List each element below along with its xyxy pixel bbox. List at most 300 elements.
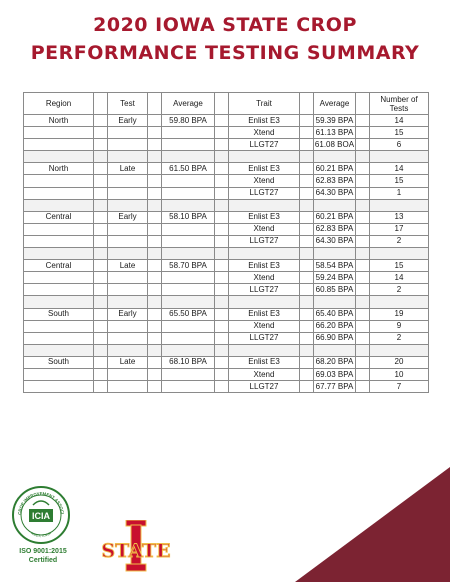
spacer-cell <box>356 175 370 187</box>
spacer-cell <box>94 344 108 356</box>
spacer-cell <box>24 296 94 308</box>
spacer-cell <box>148 296 162 308</box>
spacer-cell <box>215 308 229 320</box>
spacer-cell <box>356 284 370 296</box>
header-trait: Trait <box>229 93 300 115</box>
cell-region: North <box>24 115 94 127</box>
spacer-cell <box>162 199 215 211</box>
cell-trait-average: 60.21 BPA <box>314 163 356 175</box>
cell-region <box>24 139 94 151</box>
spacer-cell <box>215 223 229 235</box>
cell-test <box>108 187 148 199</box>
table-row <box>24 211 429 223</box>
spacer-cell <box>94 381 108 393</box>
spacer-cell <box>370 248 429 260</box>
cell-trait-average: 64.30 BPA <box>314 187 356 199</box>
cell-trait: Xtend <box>229 175 300 187</box>
cell-trait: LLGT27 <box>229 381 300 393</box>
spacer-cell <box>148 175 162 187</box>
cell-average: 68.10 BPA <box>162 356 215 368</box>
spacer-cell <box>314 296 356 308</box>
seal-ring-text: CROP IMPROVEMENT ASSOCI <box>16 490 65 515</box>
spacer-row <box>24 151 429 163</box>
cell-number-of-tests: 15 <box>370 260 429 272</box>
spacer-cell <box>162 344 215 356</box>
spacer-cell <box>356 248 370 260</box>
spacer-cell <box>148 368 162 380</box>
cell-trait: Enlist E3 <box>229 356 300 368</box>
cell-average <box>162 127 215 139</box>
iso-certified: Certified <box>28 557 58 564</box>
cell-number-of-tests: 14 <box>370 163 429 175</box>
cell-test: Early <box>108 115 148 127</box>
spacer-cell <box>108 296 148 308</box>
spacer-cell <box>215 248 229 260</box>
header-average: Average <box>162 93 215 115</box>
cell-number-of-tests: 6 <box>370 139 429 151</box>
spacer-cell <box>356 272 370 284</box>
spacer-cell <box>356 332 370 344</box>
spacer-cell <box>356 115 370 127</box>
spacer-cell <box>94 223 108 235</box>
spacer-cell <box>300 93 314 115</box>
spacer-cell <box>215 296 229 308</box>
spacer-cell <box>215 163 229 175</box>
spacer-cell <box>300 284 314 296</box>
cell-test <box>108 284 148 296</box>
cell-trait-average: 66.20 BPA <box>314 320 356 332</box>
cell-average <box>162 368 215 380</box>
spacer-cell <box>148 93 162 115</box>
spacer-cell <box>148 284 162 296</box>
table-row <box>24 308 429 320</box>
cell-test <box>108 368 148 380</box>
cell-average <box>162 175 215 187</box>
table-row <box>24 139 429 151</box>
spacer-cell <box>94 248 108 260</box>
spacer-cell <box>94 163 108 175</box>
spacer-cell <box>215 332 229 344</box>
cell-average: 61.50 BPA <box>162 163 215 175</box>
spacer-cell <box>162 296 215 308</box>
page-title-line-1: 2020 IOWA STATE CROP <box>93 14 357 36</box>
spacer-cell <box>356 127 370 139</box>
cell-test: Late <box>108 163 148 175</box>
cell-trait-average: 59.24 BPA <box>314 272 356 284</box>
spacer-cell <box>300 296 314 308</box>
cell-test: Early <box>108 308 148 320</box>
cell-trait: Enlist E3 <box>229 211 300 223</box>
cell-average: 59.80 BPA <box>162 115 215 127</box>
spacer-cell <box>162 151 215 163</box>
spacer-cell <box>370 199 429 211</box>
cell-test: Late <box>108 356 148 368</box>
table-header-row <box>24 93 429 115</box>
cell-average <box>162 187 215 199</box>
spacer-cell <box>148 272 162 284</box>
spacer-cell <box>148 115 162 127</box>
cell-trait-average: 65.40 BPA <box>314 308 356 320</box>
cell-region <box>24 175 94 187</box>
cell-trait-average: 67.77 BPA <box>314 381 356 393</box>
spacer-cell <box>229 296 300 308</box>
spacer-cell <box>148 235 162 247</box>
spacer-cell <box>300 308 314 320</box>
cell-number-of-tests: 10 <box>370 368 429 380</box>
table-row <box>24 235 429 247</box>
cell-trait-average: 62.83 BPA <box>314 223 356 235</box>
spacer-cell <box>215 151 229 163</box>
spacer-cell <box>148 151 162 163</box>
seal-center-text: ICIA <box>32 511 50 521</box>
cell-region: Central <box>24 211 94 223</box>
table-row <box>24 223 429 235</box>
cell-region: South <box>24 356 94 368</box>
spacer-cell <box>94 139 108 151</box>
spacer-cell <box>148 381 162 393</box>
spacer-cell <box>148 308 162 320</box>
table-row <box>24 163 429 175</box>
spacer-cell <box>215 368 229 380</box>
cell-trait-average: 69.03 BPA <box>314 368 356 380</box>
spacer-cell <box>300 320 314 332</box>
spacer-cell <box>148 320 162 332</box>
spacer-cell <box>94 175 108 187</box>
cell-average <box>162 235 215 247</box>
spacer-cell <box>24 344 94 356</box>
spacer-cell <box>370 344 429 356</box>
spacer-cell <box>370 151 429 163</box>
spacer-cell <box>356 356 370 368</box>
cell-trait: Enlist E3 <box>229 308 300 320</box>
spacer-cell <box>229 199 300 211</box>
spacer-cell <box>215 139 229 151</box>
table-row <box>24 356 429 368</box>
spacer-cell <box>300 127 314 139</box>
cell-average <box>162 381 215 393</box>
cell-test <box>108 223 148 235</box>
cell-region <box>24 235 94 247</box>
cell-test <box>108 175 148 187</box>
spacer-cell <box>314 199 356 211</box>
spacer-cell <box>108 151 148 163</box>
spacer-cell <box>148 199 162 211</box>
cell-number-of-tests: 2 <box>370 332 429 344</box>
table-row <box>24 187 429 199</box>
cell-average: 58.70 BPA <box>162 260 215 272</box>
cell-trait: Enlist E3 <box>229 115 300 127</box>
spacer-cell <box>148 248 162 260</box>
spacer-cell <box>300 163 314 175</box>
spacer-cell <box>300 356 314 368</box>
summary-table <box>23 92 429 393</box>
spacer-cell <box>300 211 314 223</box>
cell-average: 65.50 BPA <box>162 308 215 320</box>
spacer-row <box>24 344 429 356</box>
cell-region: South <box>24 308 94 320</box>
spacer-cell <box>24 151 94 163</box>
spacer-cell <box>356 93 370 115</box>
spacer-cell <box>94 235 108 247</box>
cell-trait-average: 61.08 BOA <box>314 139 356 151</box>
spacer-cell <box>370 296 429 308</box>
spacer-cell <box>300 199 314 211</box>
spacer-cell <box>215 260 229 272</box>
spacer-cell <box>356 344 370 356</box>
table-row <box>24 175 429 187</box>
cell-average <box>162 272 215 284</box>
spacer-cell <box>215 320 229 332</box>
header-number-of-tests: Number of Tests <box>370 93 429 115</box>
spacer-cell <box>215 199 229 211</box>
spacer-cell <box>215 175 229 187</box>
state-wordmark: STATE <box>101 540 171 562</box>
spacer-cell <box>229 151 300 163</box>
spacer-cell <box>94 93 108 115</box>
spacer-cell <box>215 381 229 393</box>
spacer-cell <box>215 127 229 139</box>
cell-test <box>108 332 148 344</box>
cell-test <box>108 381 148 393</box>
table-row <box>24 127 429 139</box>
iso-standard: ISO 9001:2015 <box>19 548 67 555</box>
spacer-cell <box>215 284 229 296</box>
cell-test <box>108 139 148 151</box>
spacer-cell <box>24 199 94 211</box>
cell-number-of-tests: 2 <box>370 235 429 247</box>
cell-average <box>162 284 215 296</box>
cell-number-of-tests: 15 <box>370 127 429 139</box>
cell-region <box>24 368 94 380</box>
cell-region: Central <box>24 260 94 272</box>
spacer-cell <box>108 344 148 356</box>
spacer-cell <box>148 260 162 272</box>
cell-region <box>24 187 94 199</box>
spacer-cell <box>215 211 229 223</box>
spacer-cell <box>148 187 162 199</box>
spacer-cell <box>356 368 370 380</box>
spacer-cell <box>356 308 370 320</box>
corner-accent-triangle <box>295 467 450 582</box>
cell-average <box>162 320 215 332</box>
spacer-cell <box>300 272 314 284</box>
cell-number-of-tests: 9 <box>370 320 429 332</box>
cell-number-of-tests: 14 <box>370 272 429 284</box>
cell-test <box>108 272 148 284</box>
cell-trait-average: 61.13 BPA <box>314 127 356 139</box>
spacer-cell <box>356 320 370 332</box>
cell-region <box>24 332 94 344</box>
spacer-cell <box>148 163 162 175</box>
spacer-cell <box>94 127 108 139</box>
spacer-cell <box>314 344 356 356</box>
header-region: Region <box>24 93 94 115</box>
spacer-row <box>24 248 429 260</box>
cell-number-of-tests: 2 <box>370 284 429 296</box>
cell-trait: LLGT27 <box>229 139 300 151</box>
cell-trait: Xtend <box>229 272 300 284</box>
cell-number-of-tests: 7 <box>370 381 429 393</box>
spacer-row <box>24 296 429 308</box>
spacer-cell <box>148 344 162 356</box>
spacer-cell <box>356 199 370 211</box>
cell-average <box>162 332 215 344</box>
cell-region <box>24 272 94 284</box>
table-row <box>24 115 429 127</box>
spacer-cell <box>300 139 314 151</box>
table-row <box>24 332 429 344</box>
spacer-cell <box>94 368 108 380</box>
spacer-cell <box>94 332 108 344</box>
cell-region <box>24 284 94 296</box>
spacer-cell <box>300 248 314 260</box>
cell-trait-average: 64.30 BPA <box>314 235 356 247</box>
cell-region <box>24 381 94 393</box>
iowa-state-logo <box>90 520 182 572</box>
spacer-cell <box>356 296 370 308</box>
spacer-cell <box>356 223 370 235</box>
cell-number-of-tests: 19 <box>370 308 429 320</box>
cell-trait: LLGT27 <box>229 284 300 296</box>
spacer-cell <box>94 260 108 272</box>
spacer-cell <box>300 223 314 235</box>
icia-seal-logo <box>11 485 71 545</box>
iso-certification-text <box>8 547 78 565</box>
spacer-cell <box>356 235 370 247</box>
spacer-cell <box>94 199 108 211</box>
table-row <box>24 381 429 393</box>
spacer-cell <box>356 163 370 175</box>
table-row <box>24 368 429 380</box>
cell-test: Early <box>108 211 148 223</box>
page-title-line-2: PERFORMANCE TESTING SUMMARY <box>30 42 420 64</box>
cell-region <box>24 320 94 332</box>
spacer-cell <box>94 187 108 199</box>
table-row <box>24 284 429 296</box>
cell-number-of-tests: 1 <box>370 187 429 199</box>
spacer-cell <box>108 199 148 211</box>
spacer-cell <box>94 284 108 296</box>
spacer-cell <box>215 187 229 199</box>
cell-test <box>108 235 148 247</box>
cell-region <box>24 127 94 139</box>
spacer-cell <box>108 248 148 260</box>
header-trait-average: Average <box>314 93 356 115</box>
spacer-cell <box>314 248 356 260</box>
spacer-cell <box>94 320 108 332</box>
spacer-cell <box>94 151 108 163</box>
spacer-cell <box>300 381 314 393</box>
spacer-cell <box>215 93 229 115</box>
cell-trait-average: 58.54 BPA <box>314 260 356 272</box>
seal-bottom-text: AMES, IOWA <box>30 531 52 539</box>
cell-region: North <box>24 163 94 175</box>
spacer-cell <box>148 356 162 368</box>
cell-trait-average: 60.21 BPA <box>314 211 356 223</box>
cell-trait: LLGT27 <box>229 332 300 344</box>
cell-number-of-tests: 15 <box>370 175 429 187</box>
cell-test: Late <box>108 260 148 272</box>
spacer-cell <box>94 308 108 320</box>
spacer-cell <box>300 235 314 247</box>
spacer-cell <box>148 223 162 235</box>
spacer-cell <box>215 115 229 127</box>
cell-number-of-tests: 20 <box>370 356 429 368</box>
cell-trait-average: 68.20 BPA <box>314 356 356 368</box>
spacer-cell <box>215 344 229 356</box>
cell-trait: Xtend <box>229 368 300 380</box>
cell-trait: LLGT27 <box>229 187 300 199</box>
cell-average <box>162 139 215 151</box>
spacer-cell <box>94 296 108 308</box>
table-row <box>24 260 429 272</box>
spacer-cell <box>356 381 370 393</box>
spacer-cell <box>148 139 162 151</box>
cell-number-of-tests: 14 <box>370 115 429 127</box>
spacer-cell <box>148 332 162 344</box>
cell-trait: Xtend <box>229 320 300 332</box>
spacer-cell <box>356 211 370 223</box>
cell-trait: Enlist E3 <box>229 260 300 272</box>
spacer-cell <box>300 332 314 344</box>
spacer-cell <box>300 260 314 272</box>
spacer-cell <box>148 211 162 223</box>
cell-trait-average: 59.39 BPA <box>314 115 356 127</box>
table-row <box>24 320 429 332</box>
spacer-cell <box>148 127 162 139</box>
spacer-cell <box>229 344 300 356</box>
spacer-cell <box>215 272 229 284</box>
cell-trait-average: 66.90 BPA <box>314 332 356 344</box>
spacer-cell <box>356 139 370 151</box>
cell-trait-average: 60.85 BPA <box>314 284 356 296</box>
spacer-cell <box>215 356 229 368</box>
spacer-cell <box>300 115 314 127</box>
header-test: Test <box>108 93 148 115</box>
spacer-cell <box>356 187 370 199</box>
spacer-cell <box>162 248 215 260</box>
spacer-cell <box>314 151 356 163</box>
spacer-cell <box>229 248 300 260</box>
cell-region <box>24 223 94 235</box>
cell-test <box>108 127 148 139</box>
spacer-cell <box>300 187 314 199</box>
spacer-cell <box>24 248 94 260</box>
cell-trait-average: 62.83 BPA <box>314 175 356 187</box>
cell-trait: Xtend <box>229 223 300 235</box>
cell-trait: Enlist E3 <box>229 163 300 175</box>
cell-average <box>162 223 215 235</box>
spacer-cell <box>356 260 370 272</box>
spacer-cell <box>300 368 314 380</box>
cell-number-of-tests: 17 <box>370 223 429 235</box>
spacer-cell <box>356 151 370 163</box>
spacer-cell <box>94 356 108 368</box>
spacer-cell <box>300 151 314 163</box>
cell-trait: Xtend <box>229 127 300 139</box>
spacer-cell <box>215 235 229 247</box>
spacer-cell <box>300 344 314 356</box>
spacer-cell <box>94 115 108 127</box>
cell-average: 58.10 BPA <box>162 211 215 223</box>
spacer-row <box>24 199 429 211</box>
cell-test <box>108 320 148 332</box>
table-row <box>24 272 429 284</box>
spacer-cell <box>94 211 108 223</box>
cell-number-of-tests: 13 <box>370 211 429 223</box>
spacer-cell <box>300 175 314 187</box>
cell-trait: LLGT27 <box>229 235 300 247</box>
